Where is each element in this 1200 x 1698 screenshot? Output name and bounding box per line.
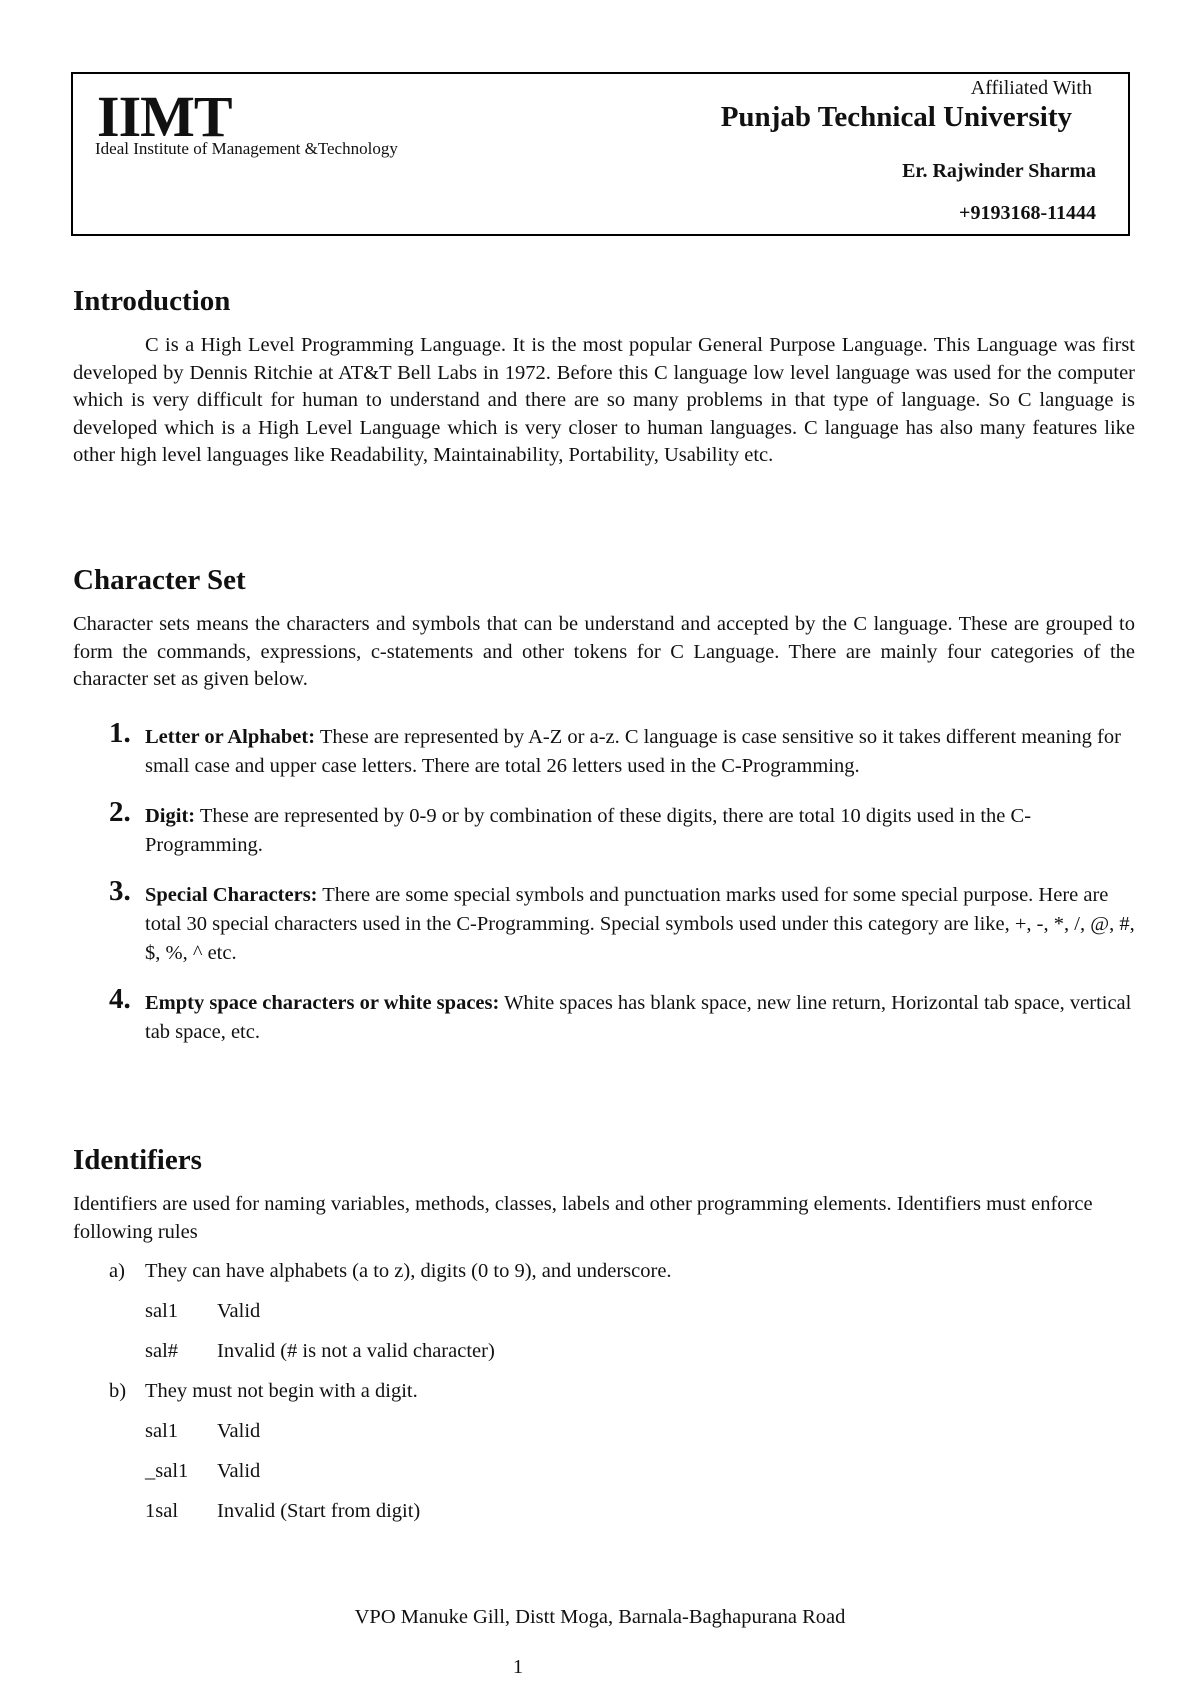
list-item bbox=[73, 796, 1135, 860]
introduction-paragraph: C is a High Level Programming Language. It is the most popular General Purpose Language. This Language was first developed by Dennis Ritchie at AT&T Bell Labs in 1972. Before this C language low level language was used for the computer which is very difficult for human to understand and there are so many problems in that type of language. So C language is developed which is a High Level Language which is very closer to human languages. C language has also many features like other high level languages like Readability, Maintainability, Portability, Usability etc. bbox=[73, 334, 1135, 466]
character-set-section bbox=[73, 566, 1135, 694]
list-number: 3. bbox=[109, 875, 131, 907]
rule-text: They must not begin with a digit. bbox=[145, 1380, 418, 1402]
character-set-list bbox=[73, 717, 1135, 1047]
identifiers-section bbox=[73, 1146, 1135, 1538]
institute-name: Ideal Institute of Management &Technology bbox=[95, 139, 398, 158]
example-result: Invalid (# is not a valid character) bbox=[217, 1340, 495, 1362]
example-row bbox=[73, 1338, 1135, 1378]
introduction-section bbox=[73, 287, 1135, 470]
example-result: Valid bbox=[217, 1300, 261, 1322]
rule-item bbox=[73, 1258, 1135, 1284]
example-result: Valid bbox=[217, 1420, 261, 1442]
example-row bbox=[73, 1498, 1135, 1538]
section-heading: Character Set bbox=[73, 564, 246, 596]
list-item-label: Empty space characters or white spaces: bbox=[145, 992, 500, 1014]
rule-letter: b) bbox=[109, 1380, 127, 1402]
character-set-paragraph: Character sets means the characters and symbols that can be understand and accepted by the C language. These are grouped to form the commands, expressions, c-statements and other tokens for C Language. There are mainly four categories of the character set as given below. bbox=[73, 613, 1135, 690]
identifiers-paragraph: Identifiers are used for naming variables, methods, classes, labels and other programming elements. Identifiers must enforce following rules bbox=[73, 1193, 1093, 1243]
list-item bbox=[73, 717, 1135, 781]
author-phone: +9193168-11444 bbox=[959, 202, 1096, 224]
list-item-label: Digit: bbox=[145, 805, 196, 827]
rule-item bbox=[73, 1378, 1135, 1404]
example-result: Invalid (Start from digit) bbox=[217, 1500, 421, 1522]
page-number: 1 bbox=[512, 1656, 524, 1678]
section-heading: Introduction bbox=[73, 285, 231, 317]
example-result: Valid bbox=[217, 1460, 261, 1482]
university-name: Punjab Technical University bbox=[720, 101, 1072, 133]
list-item-label: Special Characters: bbox=[145, 884, 318, 906]
list-item-text: White spaces has blank space, new line return, Horizontal tab space, vertical tab space, etc. bbox=[145, 992, 1132, 1043]
list-number: 4. bbox=[109, 983, 131, 1015]
example-code: sal# bbox=[145, 1340, 179, 1362]
example-row bbox=[73, 1298, 1135, 1338]
affiliation-label: Affiliated With bbox=[970, 77, 1092, 99]
list-number: 2. bbox=[109, 796, 131, 828]
letterhead bbox=[71, 72, 1130, 236]
rule-letter: a) bbox=[109, 1260, 125, 1282]
example-row bbox=[73, 1418, 1135, 1458]
list-item bbox=[73, 983, 1135, 1047]
example-list bbox=[73, 1298, 1135, 1378]
example-code: _sal1 bbox=[145, 1460, 189, 1482]
example-code: sal1 bbox=[145, 1420, 179, 1442]
list-number: 1. bbox=[109, 717, 131, 749]
list-item-text: There are some special symbols and punctuation marks used for some special purpose. Here are total 30 special characters used in the C-Programming. Special symbols used under this category are like, +, -, *, /, @, #, $, %, ^ etc. bbox=[145, 884, 1135, 964]
section-heading: Identifiers bbox=[73, 1144, 202, 1176]
example-row bbox=[73, 1458, 1135, 1498]
institute-logo: IIMT bbox=[97, 84, 232, 149]
list-item-label: Letter or Alphabet: bbox=[145, 726, 316, 748]
example-list bbox=[73, 1418, 1135, 1538]
list-item-text: These are represented by A-Z or a-z. C language is case sensitive so it takes different meaning for small case and upper case letters. There are total 26 letters used in the C-Programming. bbox=[145, 726, 1121, 777]
example-code: 1sal bbox=[145, 1500, 179, 1522]
author-name: Er. Rajwinder Sharma bbox=[902, 160, 1096, 182]
rule-text: They can have alphabets (a to z), digits (0 to 9), and underscore. bbox=[145, 1260, 672, 1282]
list-item bbox=[73, 875, 1135, 968]
list-item-text: These are represented by 0-9 or by combination of these digits, there are total 10 digits used in the C-Programming. bbox=[145, 805, 1032, 856]
example-code: sal1 bbox=[145, 1300, 179, 1322]
footer-address: VPO Manuke Gill, Distt Moga, Barnala-Baghapurana Road bbox=[354, 1606, 846, 1628]
